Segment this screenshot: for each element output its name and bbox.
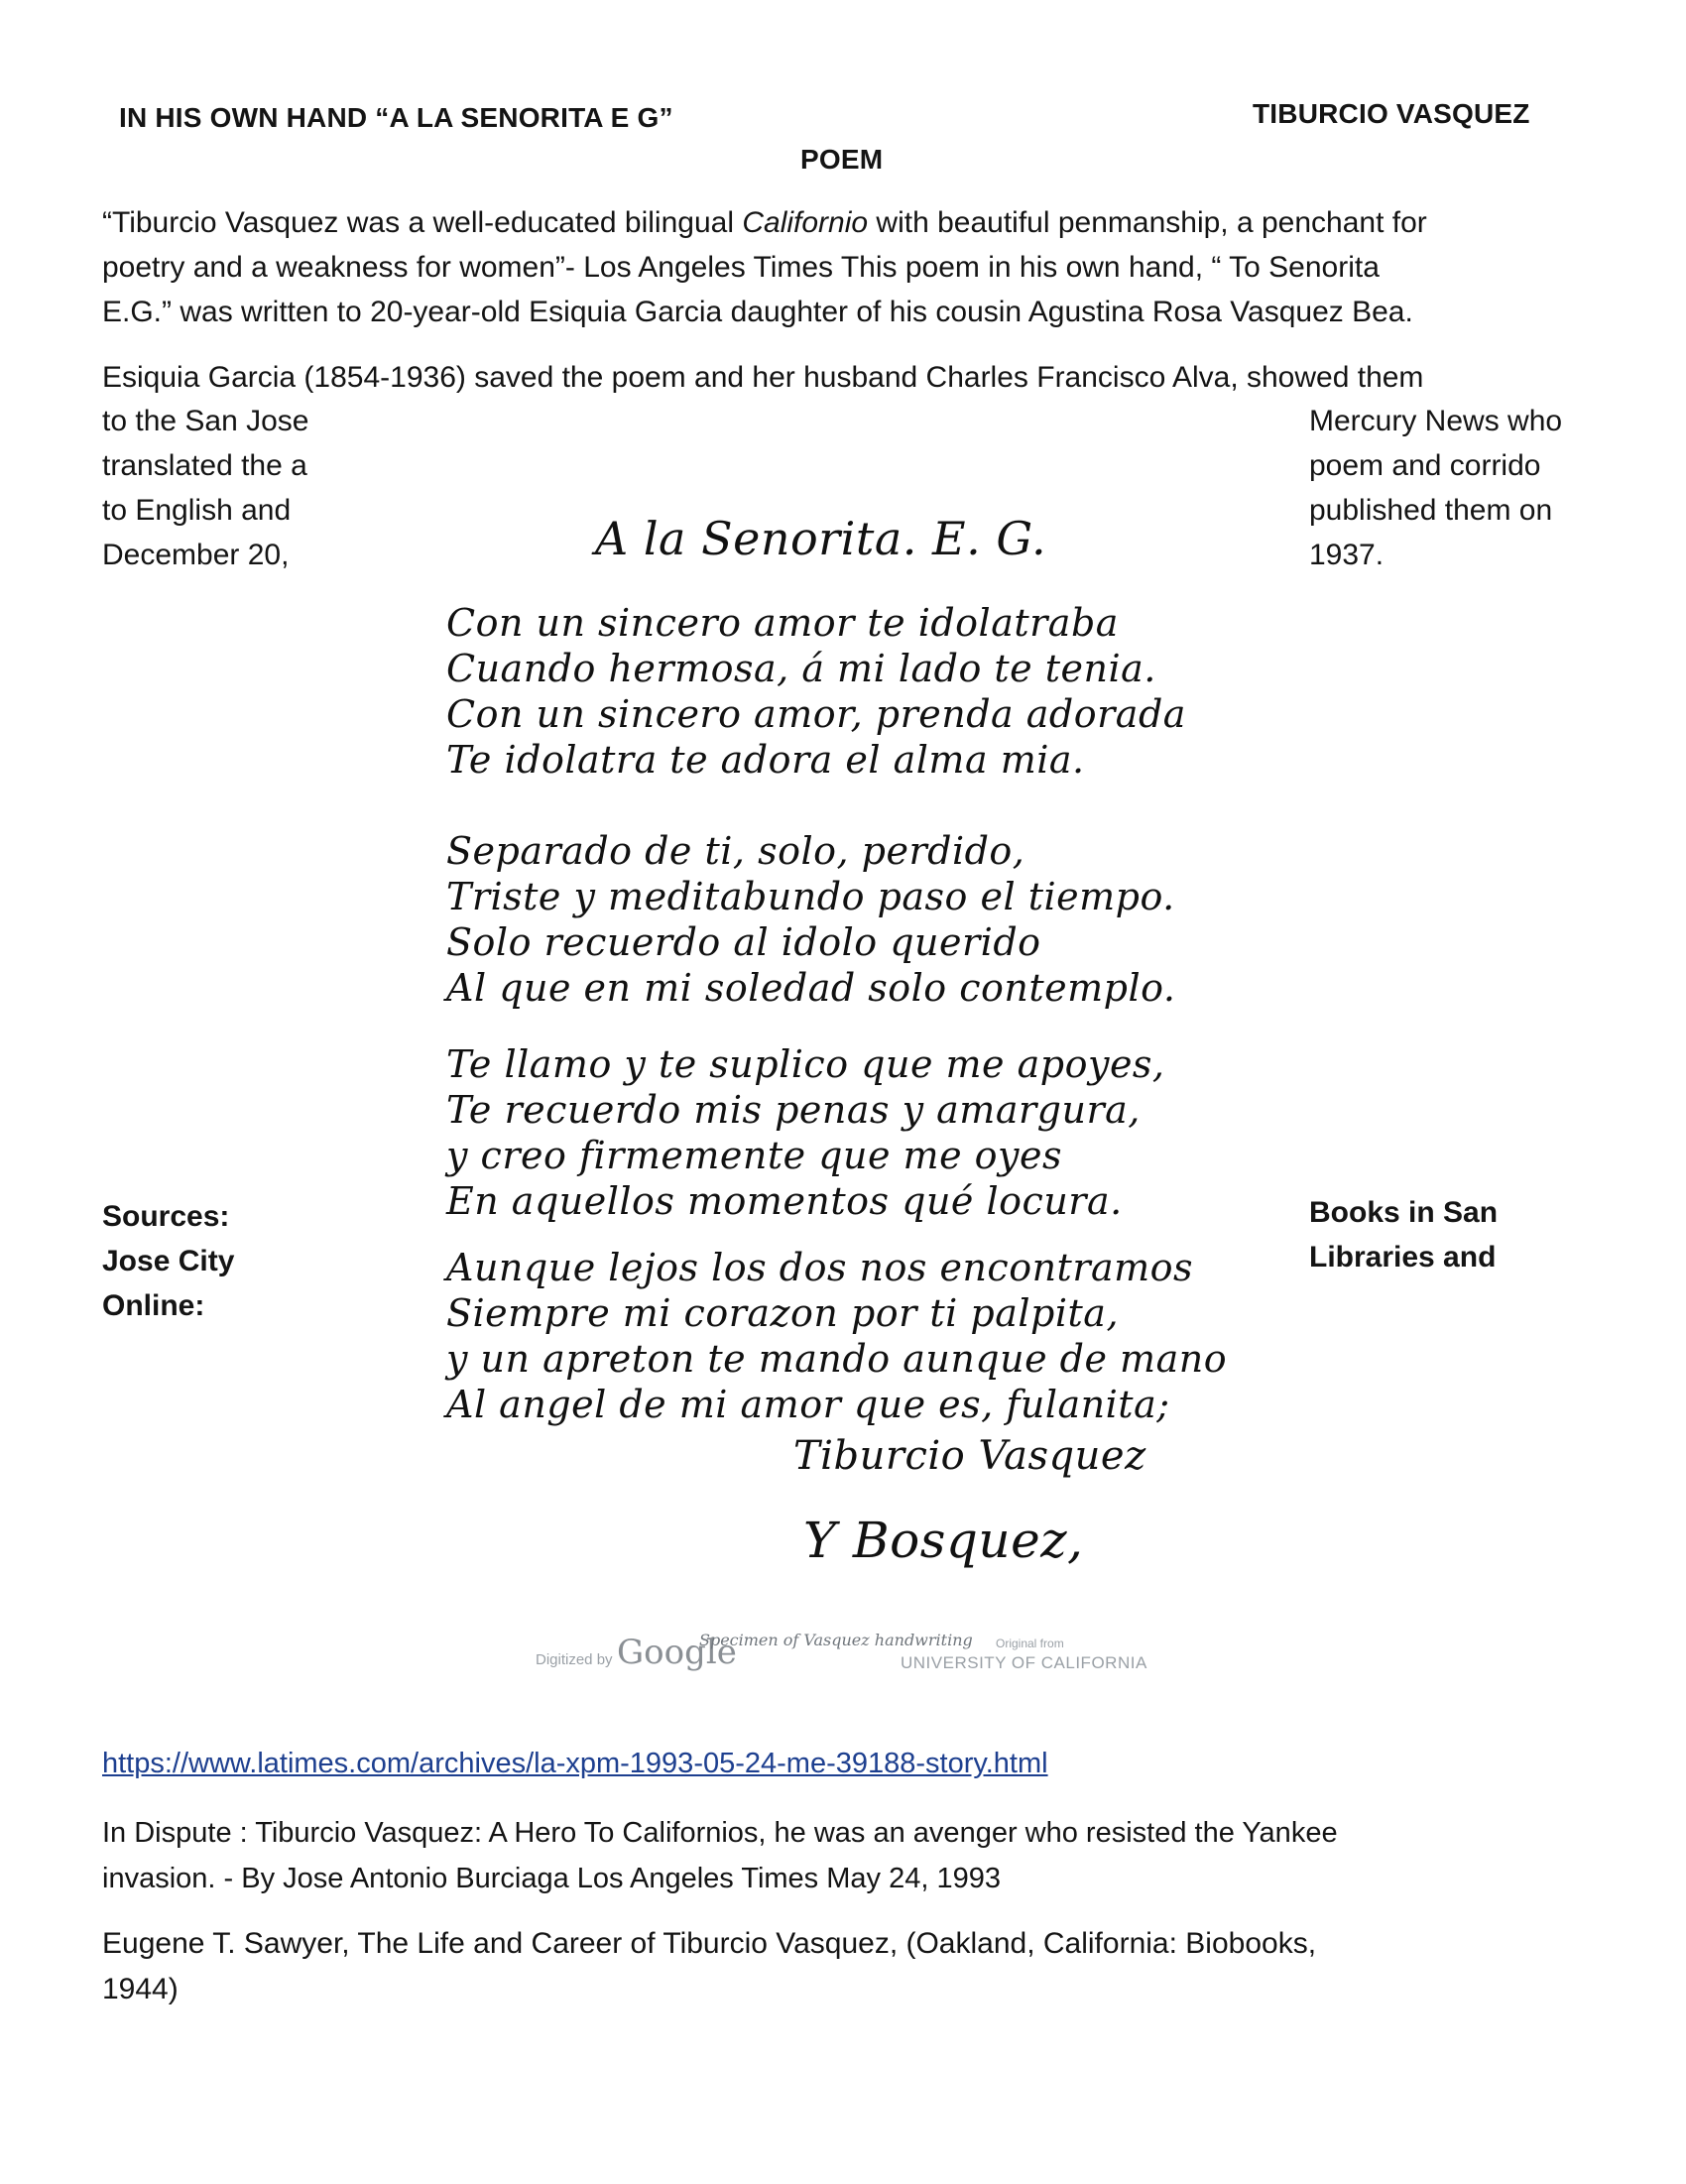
- poem-stanza: [446, 1245, 1227, 1427]
- poem-line: Te llamo y te suplico que me apoyes,: [446, 1042, 1165, 1086]
- second-paragraph-line: Esiquia Garcia (1854-1936) saved the poem and her husband Charles Francisco Alva, showed them: [102, 361, 1424, 394]
- right-column-text: Mercury News who poem and corrido published them on 1937.: [1309, 405, 1563, 571]
- citation-2: Eugene T. Sawyer, The Life and Career of Tiburcio Vasquez, (Oakland, California: Biobooks, 1944): [102, 1927, 1317, 2005]
- author-name: TIBURCIO VASQUEZ: [1253, 98, 1530, 129]
- digitized-by-label: Digitized by: [536, 1651, 613, 1668]
- poem-line: Al angel de mi amor que es, fulanita;: [446, 1383, 1170, 1426]
- original-from-label: Original from: [996, 1637, 1064, 1650]
- poem-line: Te idolatra te adora el alma mia.: [446, 738, 1085, 782]
- poem-stanza: [446, 1041, 1165, 1224]
- handwritten-poem-image: [436, 496, 1228, 1676]
- italic-term: Californio: [742, 206, 869, 239]
- poem-line: Al que en mi soledad solo contemplo.: [446, 966, 1176, 1010]
- poem-line: Solo recuerdo al idolo querido: [446, 920, 1041, 964]
- poem-line: Cuando hermosa, á mi lado te tenia.: [446, 647, 1156, 690]
- intro-line-2: poetry and a weakness for women”- Los Angeles Times This poem in his own hand, “ To Senorita: [102, 251, 1380, 284]
- poem-line: y un apreton te mando aunque de mano: [446, 1337, 1228, 1381]
- poem-line: Triste y meditabundo paso el tiempo.: [446, 875, 1175, 918]
- poem-stanza: [446, 828, 1175, 1011]
- left-column-text: to the San Jose translated the a to English and December 20,: [102, 405, 309, 571]
- specimen-caption: Specimen of Vasquez handwriting: [699, 1631, 973, 1649]
- document-title: IN HIS OWN HAND “A LA SENORITA E G”: [119, 102, 673, 133]
- poem-signature-initial: Y Bosquez,: [803, 1512, 1084, 1569]
- poem-line: Con un sincero amor te idolatraba: [446, 601, 1119, 645]
- poem-line: y creo firmemente que me oyes: [446, 1134, 1062, 1177]
- poem-line: Con un sincero amor, prenda adorada: [446, 692, 1186, 736]
- sources-left-column: Sources: Jose City Online:: [102, 1200, 235, 1322]
- document-subtitle: POEM: [800, 144, 884, 175]
- poem-title: A la Senorita. E. G.: [595, 512, 1047, 565]
- poem-line: Aunque lejos los dos nos encontramos: [446, 1246, 1194, 1289]
- source-url-link[interactable]: https://www.latimes.com/archives/la-xpm-1993-05-24-me-39188-story.html: [102, 1748, 1048, 1779]
- poem-line: Siempre mi corazon por ti palpita,: [446, 1291, 1120, 1335]
- poem-stanza: [446, 600, 1186, 783]
- poem-line: Separado de ti, solo, perdido,: [446, 829, 1025, 873]
- poem-line: Te recuerdo mis penas y amargura,: [446, 1088, 1141, 1132]
- intro-paragraph: [102, 200, 1649, 334]
- sources-right-column: Books in San Libraries and: [1309, 1196, 1499, 1274]
- google-logo: Google: [617, 1633, 737, 1672]
- intro-line-1: “Tiburcio Vasquez was a well-educated bilingual Californio with beautiful penmanship, a penchant for: [102, 206, 1427, 239]
- poem-line: En aquellos momentos qué locura.: [446, 1179, 1123, 1223]
- intro-line-3: E.G.” was written to 20-year-old Esiquia Garcia daughter of his cousin Agustina Rosa Vasquez Bea.: [102, 296, 1413, 328]
- citation-1: In Dispute : Tiburcio Vasquez: A Hero To Californios, he was an avenger who resisted the Yankee invasion. - By Jose Antonio Burciaga Los Angeles Times May 24, 1993: [102, 1817, 1338, 1894]
- university-label: UNIVERSITY OF CALIFORNIA: [901, 1653, 1147, 1672]
- poem-signature: Tiburcio Vasquez: [793, 1433, 1146, 1479]
